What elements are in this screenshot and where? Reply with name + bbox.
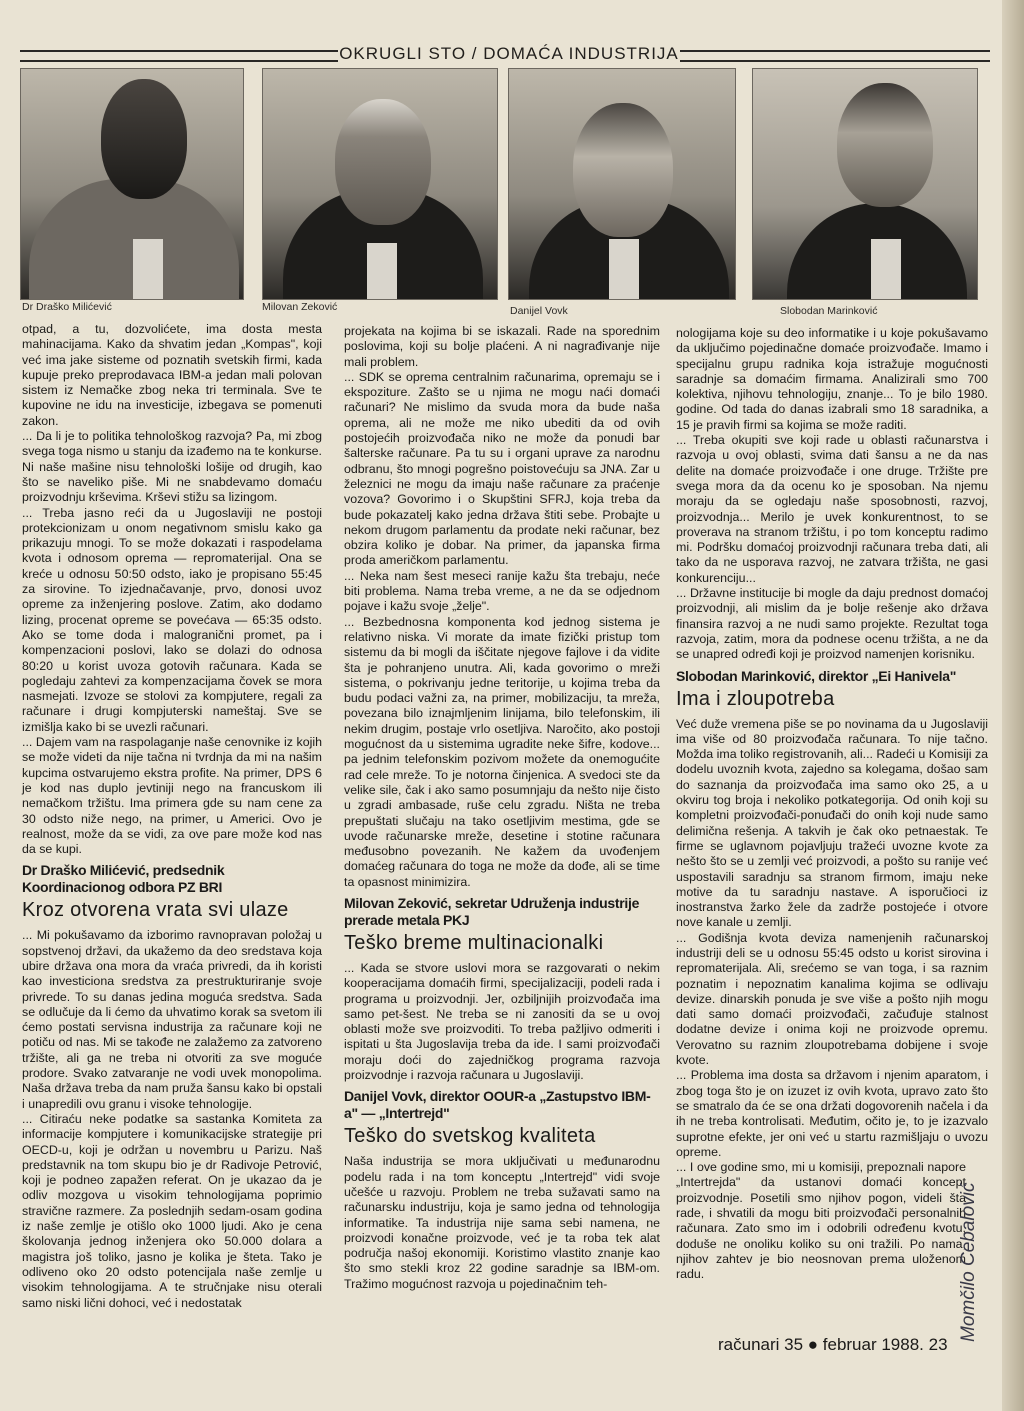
paragraph: ... Treba okupiti sve koji rade u oblasti računarstva i razvoja u ovoj oblasti, svima dati šansu a ne da nas delite na domaće proizvođače i one druge. Tržište pre svega mora da da ocenu ko je sposoban. Na njemu moraju da se ogledaju naše sposobnosti, razvoj, proizvodnja... Merilo je uvek konkurentnost, to se proverava na stranom tržištu, i po tom konceptu radimo mi. Podršku domaćoj proizvodnji računara treba dati, ali tako da ne usporava razvoj, ne zatvara tržišta, ne gasi konkurenciju...	[676, 433, 988, 585]
paragraph: projekata na kojima bi se iskazali. Rade na sporednim poslovima, koji su bolje plaćeni. A ni nagrađivanje nije mali problem.	[344, 324, 660, 369]
photo-caption-1: Dr Draško Milićević	[22, 301, 112, 313]
photo-caption-2: Milovan Zeković	[262, 301, 338, 313]
page-footer: računari 35 ● februar 1988. 23	[718, 1335, 948, 1354]
speaker-name: Dr Draško Milićević, predsednik Koordinacionog odbora PZ BRI	[22, 862, 225, 896]
subheading: Kroz otvorena vrata svi ulaze	[22, 899, 289, 922]
paragraph: ... Državne institucije bi mogle da daju prednost domaćoj proizvodnji, ali mislim da je bolje rešenje ako država finansira razvoj a ne nudi samo projekte. Rezultat toga razvoja, zatim, mora da podnese ocenu tržišta, a ne da se unapred određi koji je proizvod namenjen korisniku.	[676, 586, 988, 662]
paragraph: Naša industrija se mora uključivati u međunarodnu podelu rada i na tom konceptu „Intertrejd" vidi svoje učešće u razvoju. Problem ne treba sužavati samo na računarsku industriju, koja je samo jedna od tehnologija informatike. Ta industrija nije sama sebi namena, ne proizvodi konačne proizvode, već je ta roba tek alat područja našoj ekonomiji. Koristimo vlastito znanje kao što smo stekli kroz 22 godine saradnje sa IBM-om. Tražimo mogućnost razvoja u pojedinačnim teh-	[344, 1154, 660, 1291]
portrait-photo-marinkovic	[752, 68, 978, 300]
header-rule-left	[20, 50, 338, 62]
column-2	[344, 324, 660, 1292]
paragraph: ... Problema ima dosta sa državom i njenim aparatom, i zbog toga što je on izuzet iz ovih kvota, upravo zato što se smatralo da će se ona držati dogovorenih načela i da ih ne treba kontrolisati. Međutim, očito je, to je izazvalo suprotne efekte, jer oni već u startu razmišljaju o uvozu opreme.	[676, 1068, 988, 1159]
column-3	[676, 326, 988, 1283]
page-spine-shadow	[1002, 0, 1024, 1411]
paragraph: Već duže vremena piše se po novinama da u Jugoslaviji ima više od 80 proizvođača računara. To nije tačno. Možda ima toliko registrovanih, ali... Radeći u Komisiji za dodelu uvoznih kvota, zajedno sa kolegama, došao sam do saznanja da proizvođača ima samo oko 25, a u okviru tog broja i nekoliko potkategorija. Od onih koji su kompletni proizvođači-ponuđači do onih koji nude samo delimična rešenja. A takvih je čak oko petnaestak. Te firme se uglavnom pojavljuju tražeći uvozne kvote za nešto što se u zemlji već proizvodi, a pošto su ranije već uspostavili saradnju sa stranom firmom, imaju neke motive da tu saradnju nastave. A isporučioci iz inostranstva žarko žele da zadrže postojeće i otvore nove kanale u zemlji.	[676, 716, 988, 930]
portrait-photo-milicevic	[20, 68, 244, 300]
section-title: OKRUGLI STO / DOMAĆA INDUSTRIJA	[339, 44, 679, 63]
portrait-photo-zekovic	[262, 68, 498, 300]
paragraph: nologijama koje su deo informatike i u koje pokušavamo da uključimo pojedinačne domaće proizvođače. Imamo i specijalnu grupu radnika koja istražuje mogućnosti saradnje sa domaćim firmama. Analizirali smo 700 kolektiva, njihovu tehnologiju, znanje... To je bilo 1980. godine. Od tada do danas izabrali smo 18 saradnika, a 15 je pravih firmi sa kojima se može raditi.	[676, 326, 988, 432]
subheading: Ima i zloupotreba	[676, 687, 835, 710]
photo-caption-3: Danijel Vovk	[510, 305, 568, 317]
subheading: Teško breme multinacionalki	[344, 931, 604, 954]
paragraph: ... Kada se stvore uslovi mora se razgovarati o nekim kooperacijama domaćih firmi, specijalizaciji, podeli rada i programa u proizvodnji. Jer, ozbiljnijih proizvođača ima samo pet-šest. Ne treba se ni zanositi da se u ovoj oblasti može sve proizvoditi. To treba pažljivo odmeriti i ispitati u šta Jugoslavija treba da ide. I sami proizvođači moraju doći do zajedničkog programa razvoja proizvodnje i razvoja računara u Jugoslaviji.	[344, 960, 660, 1083]
paragraph: otpad, a tu, dozvolićete, ima dosta mesta mahinacijama. Kako da shvatim jedan „Kompas", koji već ima jake sisteme od poznatih svetskih firmi, kada kupuje preko preprodavaca IBM-a jedan mali polovan sistem iz Nemačke zbog neka tri terminala. Sve te kupovine ne idu na investicije, izbegava se pomenuti zakon.	[22, 322, 322, 428]
paragraph: ... Treba jasno reći da u Jugoslaviji ne postoji protekcionizam u onom negativnom smislu kako ga prikazuju mnogi. To se može dokazati i raspodelama kvota i odnosom oprema — repromaterijal. Ona se kreće u odnosu 50:50 odsto, iako je propisano 55:45 za sirovine. To izjednačavanje, prvo, donosi uvoz opreme za inženjering poslove. Zatim, ako dodamo lizing, procenat opreme se povećava — 65:35 odsto. Ako se tome doda i malogranični promet, pa i kompenzacioni poslovi, lako se dolazi do odnosa 80:20 u korist uvoza gotovih računara. Kada se pogledaju zahtevi za kompenzacijama čovek se mora nasmejati. Izvoze se stolovi za kompjutere, regali za računare i drugi kompjuterski nameštaj. Sve se izmišlja kako bi se uvezli računari.	[22, 505, 322, 734]
paragraph: ... Citiraću neke podatke sa sastanka Komiteta za informacije kompjutere i komunikacijske strategije pri OECD-u, koji je održan u novembru u Parizu. Naš predstavnik na tom skupu bio je dr Radivoje Petrović, koji je podneo zapažen referat. On je ukazao da je odliv mozgova u visokim tehnologijama poprimio stravične razmere. Za poslednjih sedam-osam godina iz naše zemlje je otišlo oko 1000 ljudi. Ako je cena školovanja jednog inženjera oko 50.000 dolara a magistra još toliko, jasno je kolika je šteta. Tako je odliveno oko 20 odsto potencijala naše zemlje u visokim tehnologijama. A te stručnjake nisu oterali samo niski lični dohoci, već i nedostatak	[22, 1111, 322, 1310]
paragraph: ... Mi pokušavamo da izborimo ravnopravan položaj u sopstvenoj državi, da ukažemo da deo sredstava koja ubire država ona mora da vraća privredi, da ih koristi kao investiciona sredstva za prestrukturiranje svoje privrede. To su danas jedina moguća sredstva. Sada se odlučuje da li ćemo da uhvatimo korak sa svetom ili ćemo postati servisna industrija za računare koji ne potiču od nas. Mi se takođe ne zalažemo za zatvoreno tržište, ali ga ne treba ni otvoriti za sve moguće prodore. Svako zatvaranje ne vodi uvek monopolima. Naša država treba da nam pruža šansu kako bi opstali i unapredili ovu granu i visoke tehnologije.	[22, 928, 322, 1111]
paragraph: ... Dajem vam na raspolaganje naše cenovnike iz kojih se može videti da nije tačna ni tvrdnja da mi na našim kupcima ostvarujemo ekstra profite. Na primer, DPS 6 je kod nas duplo jevtiniji nego na francuskom ili nemačkom tržištu. Ima primera gde su nam cene za 30 odsto niže nego, na primer, u Americi. Ovo je realnost, može da se vidi, za ove pare može kod nas da se kupi.	[22, 735, 322, 857]
author-byline: Momčilo Cebalović	[958, 1182, 979, 1342]
speaker-name: Slobodan Marinković, direktor „Ei Hanivela"	[676, 667, 957, 684]
paragraph: ... Bezbednosna komponenta kod jednog sistema je relativno niska. Vi morate da imate fizički pristup tom sistemu da bi mogli da iščitate njegove fajlove i da vidite šta je pohranjeno unutra. Ali, kada govorimo o mreži sistema, o pokrivanju jedne teritorije, u kojima treba da budu podaci važni za, na primer, mobilizaciju, ta mreža, povezana bilo iznajmljenim linijama, bilo telefonskim, ili nekim drugim, postaje vrlo osetljiva. Naročito, ako postoji mogućnost da u sistemima ugradite neke šifre, kodove... pa jednim telefonskim pozivom možete da onemogućite rad cele mreže. To je notorna činjenica. A svedoci ste da velike sile, čak i ako samo posumnjaju da nešto nije čisto u zgradi ambasade, ruše celu zgradu. Ništa ne treba prepuštati slučaju na tako osetljivim mestima, gde se uvode računarske mreže, desetine i stotine računara međusobno povezanih. Ne kažem da uvođenjem domaćeg računara do toga ne može da dođe, ali se time ta opasnost minimizira.	[344, 614, 660, 889]
speaker-name: Danijel Vovk, direktor OOUR-a „Zastupstvo IBM-a" — „Intertrejd"	[344, 1088, 651, 1122]
paragraph: ... Da li je to politika tehnološkog razvoja? Pa, mi zbog svega toga nismo u stanju da izađemo na te konkurse. Ni naše mašine nisu tehnološki lošije od drugih, kao što se naveliko piše. Mi ne snabdevamo domaću proizvodnju krševima. Krševi stižu sa lizingom.	[22, 429, 322, 505]
speaker-name: Milovan Zeković, sekretar Udruženja industrije prerade metala PKJ	[344, 894, 640, 928]
column-1	[22, 322, 322, 1311]
photo-caption-4: Slobodan Marinković	[780, 305, 878, 317]
paragraph: ... Godišnja kvota deviza namenjenih računarskoj industriji deli se u odnosu 55:45 odsto u korist sirovina i repromaterijala. Ali, srećemo se van toga, i sa raznim poznatim i nepoznatim kanalima kojima se odlivaju devize. dinarskih ponuda je sve više a pošto njih mogu dati samo domaći proizvođači, začuđuje stalnost dodatne devize i onima koji ne proizvode opremu. Verovatno su raznim zloupotrebama dobijene i svoje kvote.	[676, 930, 988, 1068]
paragraph: ... I ove godine smo, mi u komisiji, prepoznali napore „Intertrejda" da ustanovi domaći koncept proizvodnje. Posetili smo njihov pogon, videli šta rade, i shvatili da mogu biti proizvođači personalnih računara. Zato smo im i odobrili određenu kvotu, doduše ne onoliku koliko su oni tražili. Po nama, njihov zahtev je bio neosnovan prema uloženom radu.	[676, 1160, 966, 1282]
subheading: Teško do svetskog kvaliteta	[344, 1125, 596, 1148]
header-rule-right	[680, 50, 990, 62]
section-header	[20, 44, 990, 64]
paragraph: ... Neka nam šest meseci ranije kažu šta trebaju, neće biti problema. Nama treba vreme, a ne da se odjednom pojave i kažu svoje „želje".	[344, 568, 660, 614]
paragraph: ... SDK se oprema centralnim računarima, opremaju se i ekspoziture. Zašto se u njima ne mogu naći domaći računari? Ne mislimo da svuda mora da bude naša oprema, ali ne može me niko ubediti da od ovih postojećih proizvođača niko ne može da ponudi bar šalterske računare. Pa tu su i organi uprave za narodnu odbranu, što mnogi pogrešno poistovećuju sa JNA. Zar u železnici ne mogu da imaju naše računare za praćenje vozova? Govorimo i o Skupštini SFRJ, koja treba da bude pokazatelj kako jedna država štiti sebe. Probajte u nekom drugom parlamentu da prodate neki računar, bez obzira koliko je dobar. Na primer, da japanska firma proda američkom parlamentu.	[344, 369, 660, 568]
portrait-photo-vovk	[508, 68, 736, 300]
